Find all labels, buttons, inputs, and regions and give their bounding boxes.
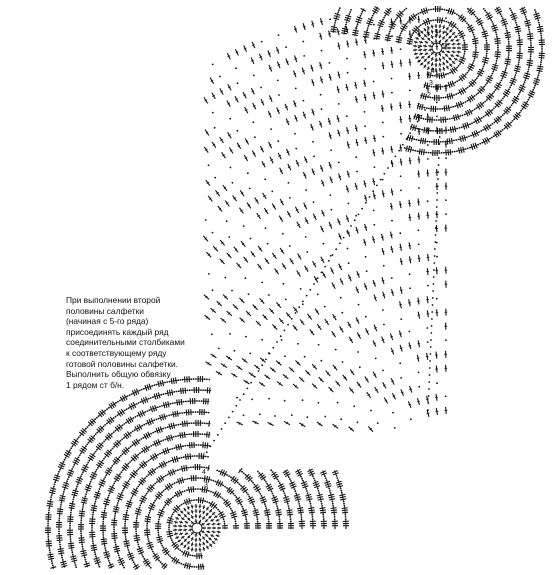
instruction-line: 1 рядом ст б/н. [66, 379, 125, 390]
bottom-corner-fan [45, 376, 349, 570]
main-panel-rows [203, 16, 447, 432]
row-marker-top-3: 2 [427, 92, 431, 99]
row-marker-top-2: 3 [429, 80, 433, 87]
row-marker-bottom-1: 4 [202, 469, 206, 476]
instruction-line: Выполнить общую обвязку [66, 369, 171, 380]
row-marker-bottom-2: 3 [204, 482, 208, 489]
instruction-line: готовой половины салфетки. [66, 358, 179, 369]
bottom-center-motif [173, 504, 221, 552]
diagonal-join-seam [202, 109, 441, 459]
instruction-line: к соответствующему ряду [66, 347, 167, 358]
instruction-line: присоединять каждый ряд [66, 326, 169, 337]
instruction-line: При выполнении второй [66, 295, 161, 305]
instruction-line: (начиная с 5-го ряда) [66, 316, 149, 327]
join-instructions [66, 295, 206, 390]
row-marker-top-1: 4 [431, 68, 435, 75]
instruction-line: соединительными столбиками [66, 337, 185, 348]
instruction-line: половины салфетки [66, 305, 144, 316]
